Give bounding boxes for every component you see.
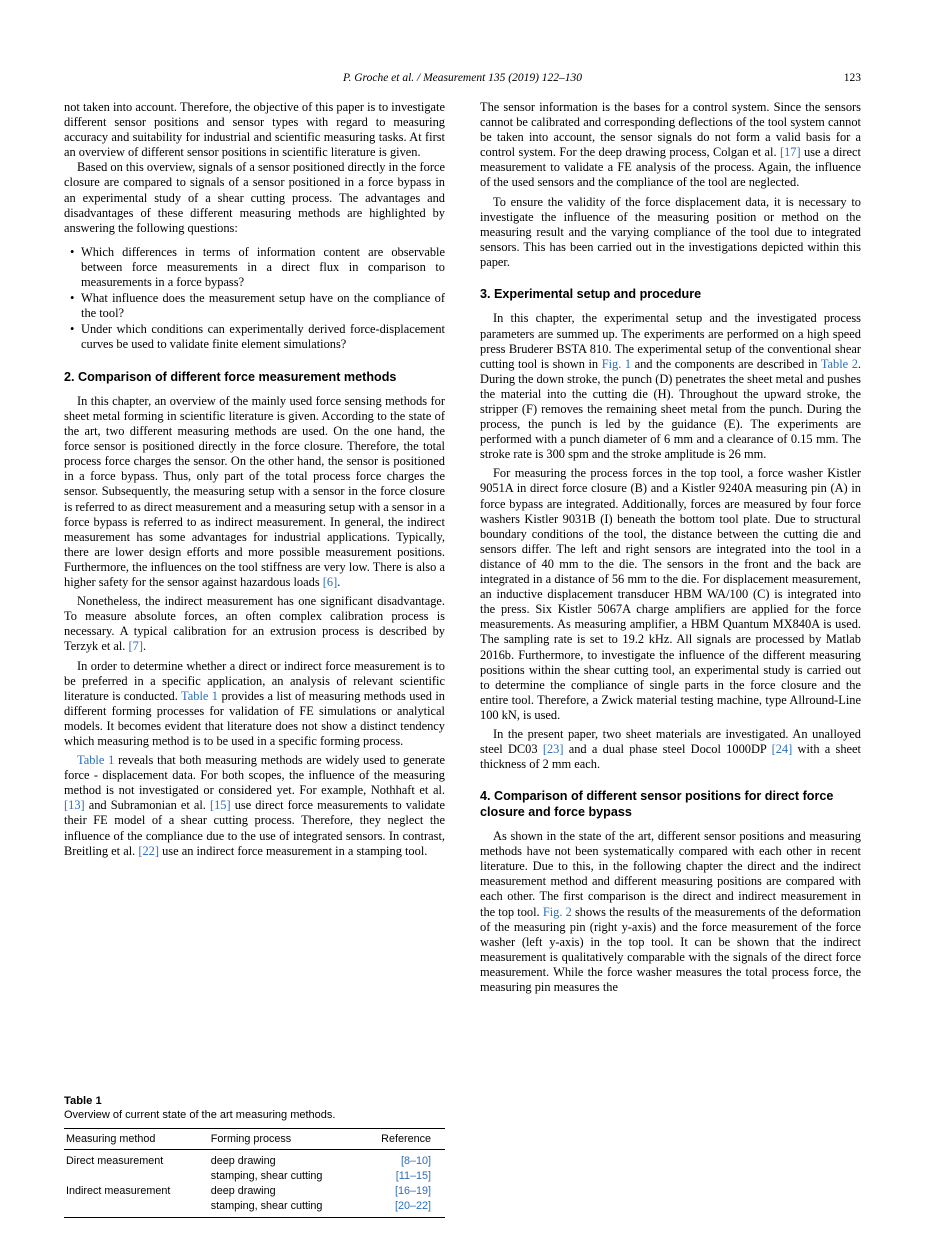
paragraph-calibration: Nonetheless, the indirect measurement has one significant disadvantage. To measure absolute forces, an often complex calibration process is necessary. A typical calibration for an extrusion process is described by Terzyk et al. [7]. [64,594,445,654]
figure1-link[interactable]: Fig. 1 [601,356,632,371]
citation-link-24[interactable]: [24] [771,742,793,757]
paragraph-text: and Subramonian et al. [84,798,210,813]
table-cell-method: Direct measurement [66,1155,164,1167]
table1-link[interactable]: Table 1 [181,688,219,703]
right-column [480,100,861,995]
paragraph-table1-discussion [64,753,445,859]
table-row [64,1184,445,1199]
paragraph-text: shows the results of the measurements of the deformation of the measuring pin (right y-axis) and the force measurement of the force washer (left y-axis) in the top tool. It can be shown that the indirect measurement is qualitatively comparable with the signals of the direct force measurement. While the force washer measures the total process force, the measuring pin measures the [480,904,862,994]
table-cell-method: Indirect measurement [66,1185,171,1197]
citation-link-13[interactable]: [13] [64,798,85,813]
table1-link-2[interactable]: Table 1 [77,753,115,768]
paragraph-text: with a sheet thickness of 2 mm each. [480,742,861,772]
table-row [64,1199,445,1218]
paragraph-text: use direct force measurements to validate their FE model of a shear cutting process. Therefore, they neglect the influence of the compliance due to the use of integrated sensors. In contrast, Breitling et al. [64,798,445,858]
table-cell-method [64,1169,209,1184]
table-header-row [64,1129,445,1150]
paragraph-text: In order to determine whether a direct or indirect force measurement is to be preferred in a specific application, an analysis of relevant scientific literature is conducted. [64,658,445,703]
table-measuring-methods [64,1128,445,1218]
paragraph-experimental-setup [480,311,861,462]
list-item: • Under which conditions can experimentally derived force-displacement curves be used to validate finite element simulations? [81,322,445,352]
table-row [64,1169,445,1184]
list-item: • What influence does the measurement setup have on the compliance of the tool? [81,291,445,321]
paragraph-text: The sensor information is the bases for a control system. Since the sensors cannot be calibrated and corresponding deflections of the tool system cannot be taken into account, the sensor signals do not form a valid basis for a control system. For the deep drawing process, Colgan et al. [480,100,861,160]
running-head-citation: P. Groche et al. / Measurement 135 (2019) 122–130 [342,72,583,84]
figure2-link[interactable]: Fig. 2 [542,904,572,919]
table-cell-process: stamping, shear cutting [210,1200,323,1212]
table-cell-process: deep drawing [210,1155,276,1167]
paragraph-text: and the components are described in [631,356,821,371]
paragraph-sensor-information [480,100,861,191]
citation-link-17[interactable]: [17] [779,145,801,160]
table-caption: Overview of current state of the art measuring methods. [64,1109,336,1121]
citation-link-23[interactable]: [23] [542,742,564,757]
table-cell-process: deep drawing [210,1185,276,1197]
paragraph-text: As shown in the state of the art, different sensor positions and measuring methods have not been systematically compared with each other in recent literature. Due to this, in the following chapter the direct and the indirect measurement method and different measuring positions are compared with each other. The first comparison is the direct and indirect measurement in the top tool. [480,829,861,919]
citation-link-6[interactable]: [6] [322,575,338,590]
citation-link-15[interactable]: [15] [209,798,231,813]
table-header-method: Measuring method [64,1129,209,1150]
paragraph-text: provides a list of measuring methods used in different forming processes for validation of FE simulations or analytical models. It becomes evident that literature does not show a distinct tendency which measuring method is to be used in a specific forming process. [64,688,445,748]
paragraph-text: use a direct measurement to validate a FE analysis of the process. Again, the influence of the used sensors and the compliance of the tool are neglected. [480,145,861,190]
table-cell-method [64,1199,209,1218]
left-column [64,100,445,1212]
paragraph-continuation: not taken into account. Therefore, the objective of this paper is to investigate different sensor positions and sensor types with regard to measuring accuracy and suitability for industrial and scientific measuring tasks. At first an overview of different sensor positions in scientific literature is given. [64,100,445,160]
paragraph-text: In this chapter, the experimental setup and the investigated process parameters are summed up. The experiments are performed on a high speed press Bruderer BSTA 810. The experimental setup of the conventional shear cutting tool is shown in [480,311,861,371]
table-label: Table 1 [64,1095,102,1107]
table-cell-reference[interactable]: [8–10] [400,1155,431,1167]
table-header-process: Forming process [209,1129,356,1150]
paragraph-validity: To ensure the validity of the force displacement data, it is necessary to investigate the influence of the measuring position or method on the measuring result and the varying compliance of the tool due to integrated sensors. This has been carried out in the investigations depicted within this paper. [480,194,861,269]
citation-link-22[interactable]: [22] [138,843,159,858]
table2-link[interactable]: Table 2 [820,356,858,371]
paragraph-text: and a dual phase steel Docol 1000DP [563,742,772,757]
paragraph-literature-analysis [64,659,445,750]
section-heading-3: 3. Experimental setup and procedure [480,287,702,302]
table-1-block [64,1095,445,1218]
table-bottom-rule [64,1218,445,1219]
paragraph-methods-overview: In this chapter, an overview of the mainly used force sensing methods for sheet metal forming in scientific literature is given. According to the state of the art, two different measuring methods are used. On the one hand, the force sensor is positioned directly in the force closure. Therefore, the total process force charges the sensor. On the other hand, the sensor is positioned in a force bypass. Thus, only part of the total process force charges the sensor. Subsequently, the measuring setup with a sensor in the force closure is referred to as direct measurement and a measuring setup with a sensor in a force bypass is referred to as indirect measurement. In general, the indirect measurement has some advantages for industrial applications. Typically, there are lower design efforts and more possible measurement positions. Furthermore, the influences on the tool stiffness are very low. There is also a higher safety for the sensor against hazardous loads [6]. [64,393,445,590]
paragraph-text: In this chapter, an overview of the mainly used force sensing methods for sheet metal forming in scientific literature is given. According to the state of the art, two different measuring methods are used. On the one hand, the force sensor is positioned directly in the force closure. Therefore, the total process force charges the sensor. On the other hand, the sensor is positioned in a force bypass. Thus, only part of the total process force charges the sensor. Subsequently, the measuring setup with a sensor in the force closure is referred to as direct measurement and a measuring setup with a sensor in a force bypass is referred to as indirect measurement. In general, the indirect measurement has some advantages for industrial applications. Typically, there are lower design efforts and more possible measurement positions. Furthermore, the influences on the tool stiffness are very low. There is also a higher safety for the sensor against hazardous loads [64,393,445,590]
table-header-reference: Reference [356,1129,445,1150]
two-column-body [64,100,862,1212]
table-cell-reference[interactable]: [16–19] [394,1185,431,1197]
section-heading-2: 2. Comparison of different force measurement methods [64,369,397,384]
table-cell-process: stamping, shear cutting [210,1170,323,1182]
paragraph-overview: Based on this overview, signals of a sensor positioned directly in the force closure are compared to signals of a sensor positioned in a force bypass in an experimental study of a shear cutting process. The advantages and disadvantages of these different measuring methods are highlighted by answering the following questions: [64,160,445,235]
paragraph-comparison [480,829,861,995]
table-cell-reference[interactable]: [20–22] [394,1200,431,1212]
citation-link-7[interactable]: [7] [128,639,143,654]
research-questions-list [64,245,445,353]
paragraph-text: In the present paper, two sheet materials are investigated. An unalloyed steel DC03 [480,726,861,757]
paragraph-text: . During the down stroke, the punch (D) penetrates the sheet metal and pushes the material into the cutting die (H). Throughout the upward stroke, the stripper (F) removes the remaining sheet metal from the punch. During the process, the punch is led by the guidance (E). The experiments are performed with a punch diameter of 6 mm and a clearance of 0.15 mm. The stroke rate is 300 spm and the stroke amplitude is 26 mm. [480,356,862,462]
section-heading-4: 4. Comparison of different sensor positions for direct force closure and force bypass [480,789,834,819]
paragraph-force-measurement-setup: For measuring the process forces in the top tool, a force washer Kistler 9051A in direct force closure (B) and a Kistler 9240A measuring pin (A) in force bypass are integrated. Additionally, forces are measured by four force washers Kistler 9031B (I) beneath the bottom tool plate. Due to structural boundary conditions of the tool, the distance between the cutting die and sensors differ. The left and right sensors are integrated into the tool in a distance of 40 mm to the die. The sensors in the front and the back are integrated in a distance of 56 mm to the die. For displacement measurement, an inductive displacement transducer HBM WA/100 (C) is integrated into the press. Six Kistler 5067A charge amplifiers are applied for the force measurements. As measuring amplifier, a HBM Quantum MX840A is used. The sampling rate is set to 19.2 kHz. All signals are processed by Matlab 2016b. Furthermore, to investigate the influence of the different measuring positions within the shear cutting tool, an experimental study is carried out to determine the compliance of single parts in the force closure and the entire tool. Therefore, a Zwick material testing machine, type Allround-Line 100 kN, is used. [480,466,861,722]
page-number: 123 [843,72,861,84]
running-head [64,72,861,86]
paragraph-materials [480,727,861,772]
list-item: • Which differences in terms of information content are observable between force measurements in a direct flux in comparison to measurements in a force bypass? [81,245,445,290]
table-row [64,1150,445,1169]
paragraph-text: use an indirect force measurement in a stamping tool. [158,843,428,858]
paragraph-text: Nonetheless, the indirect measurement has one significant disadvantage. To measure absolute forces, an often complex calibration process is necessary. A typical calibration for an extrusion process is described by Terzyk et al. [64,594,445,654]
table-cell-reference[interactable]: [11–15] [395,1170,431,1182]
paragraph-text: reveals that both measuring methods are widely used to generate force - displacement data. For both scopes, the influence of the measuring method is not investigated or considered yet. For example, Nothhaft et al. [64,753,445,798]
